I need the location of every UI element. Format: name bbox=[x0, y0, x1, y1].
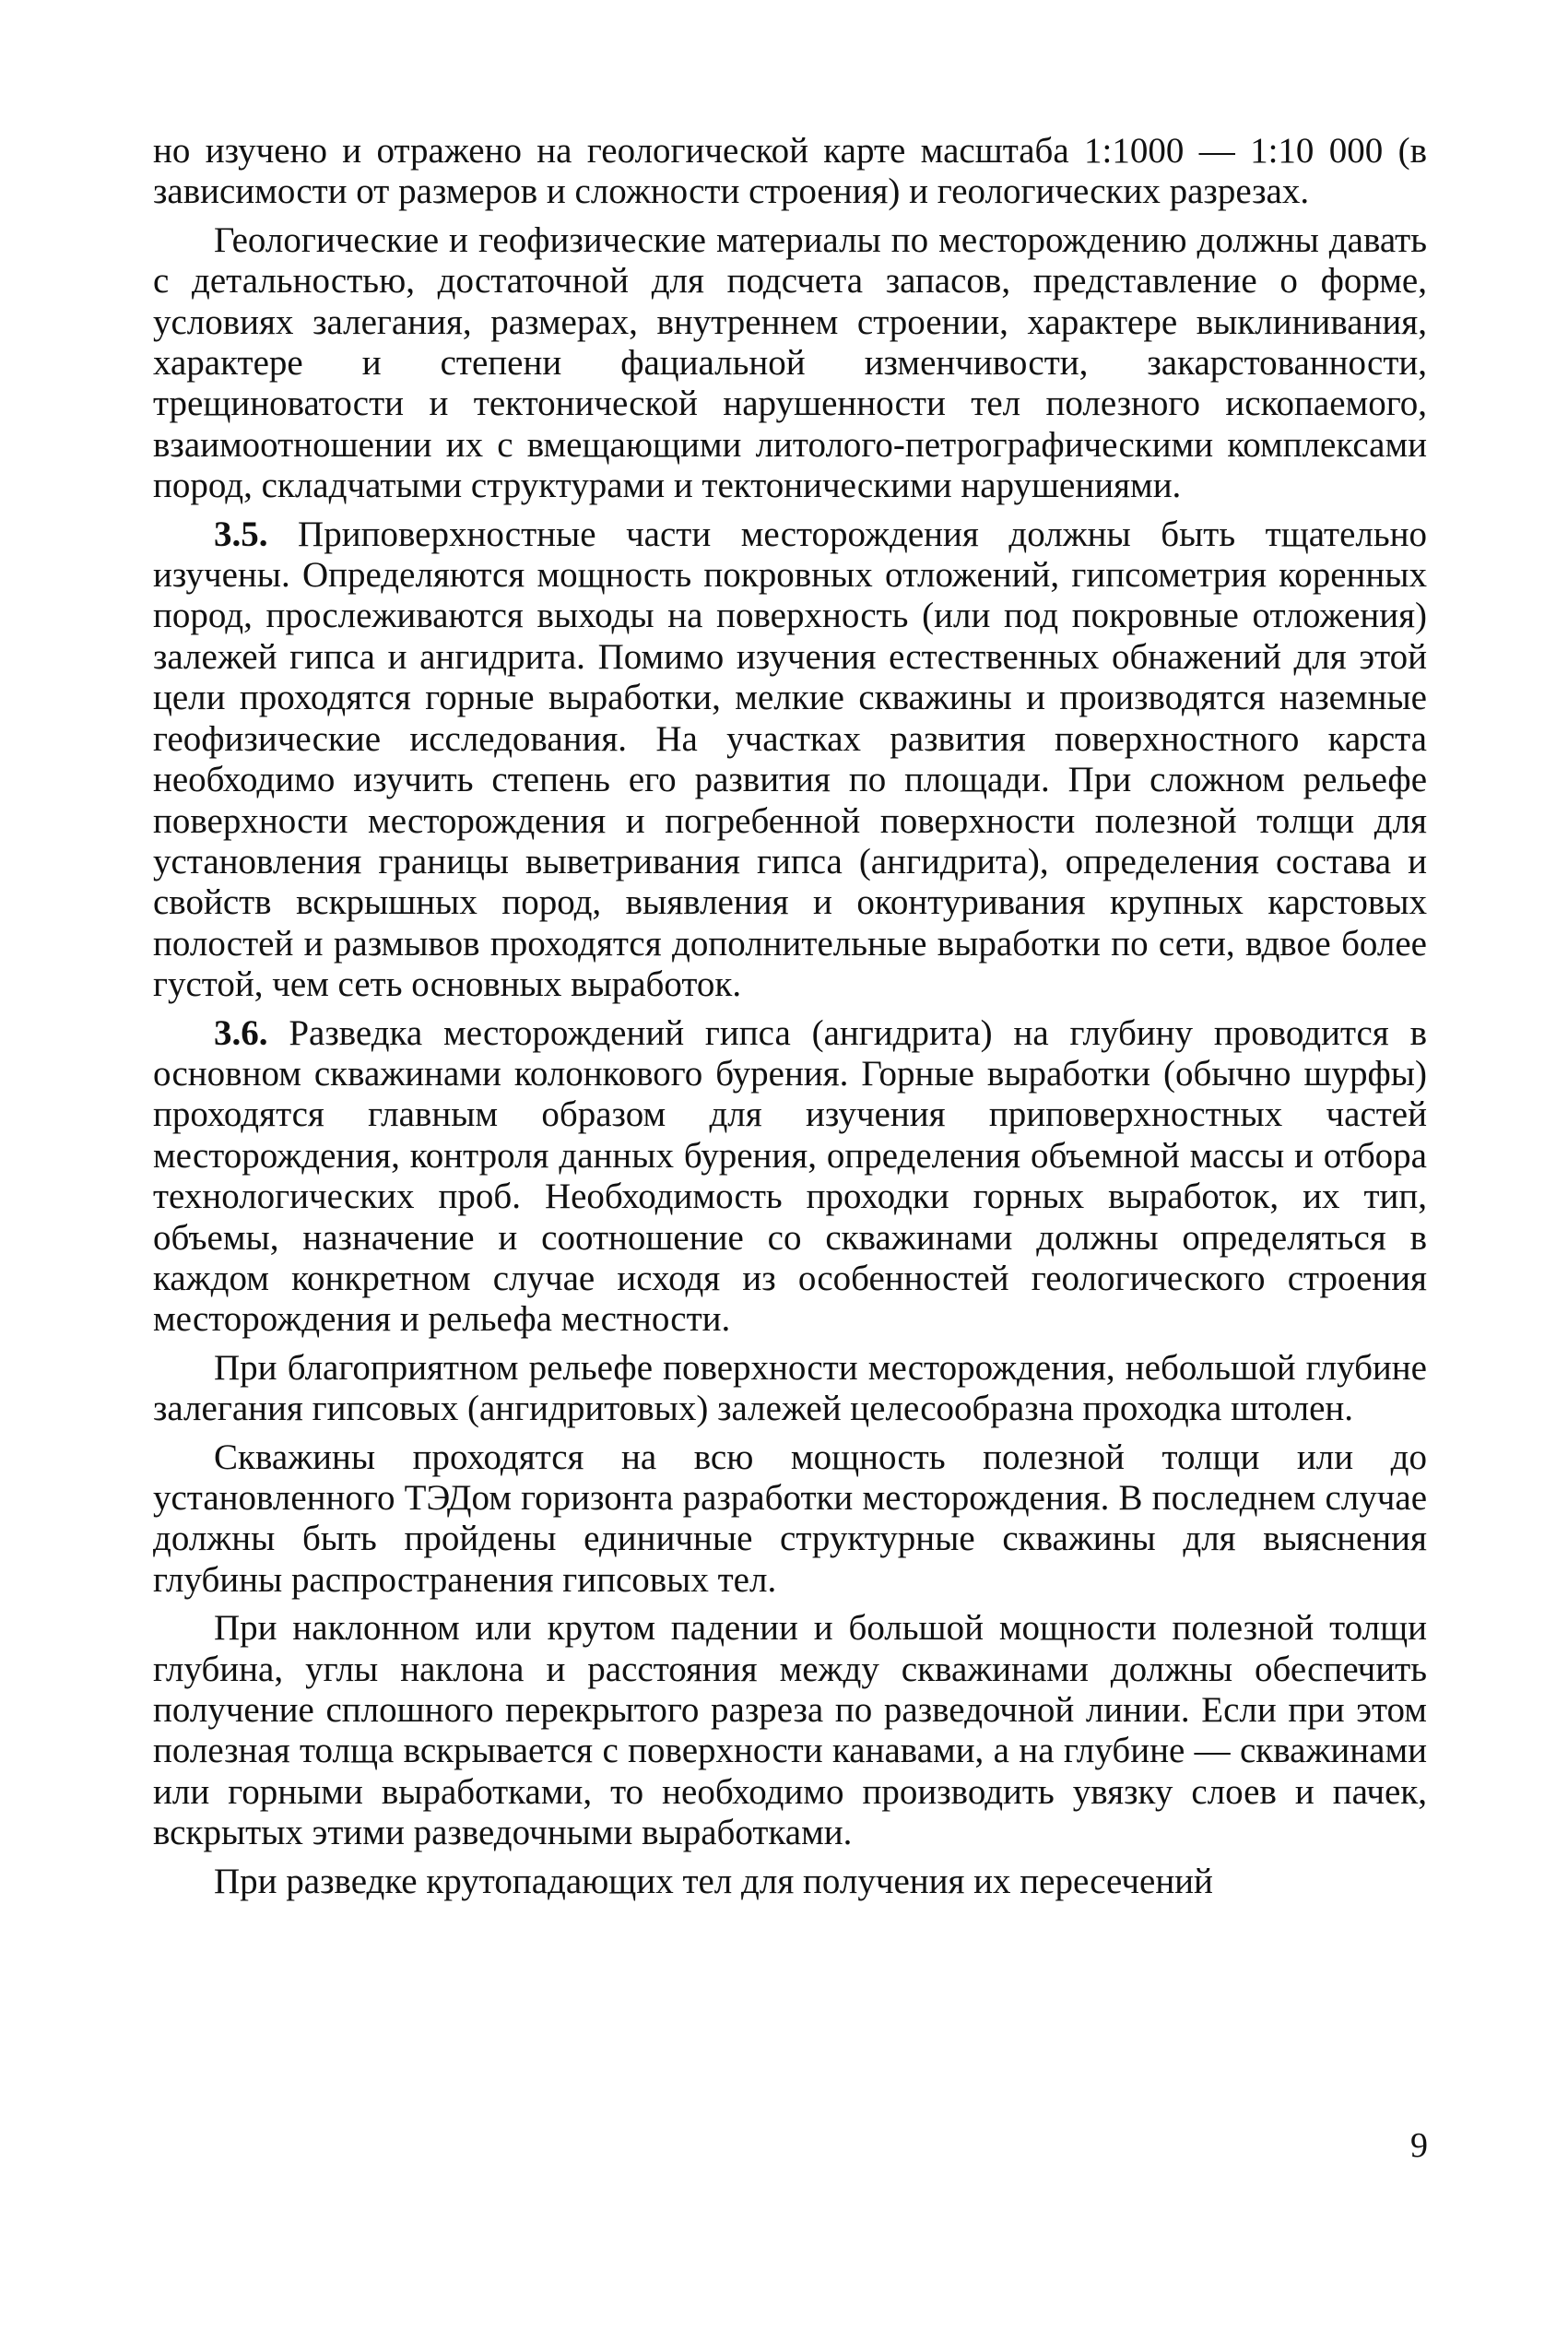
page-body bbox=[153, 131, 1427, 1902]
paragraph-boreholes bbox=[153, 1437, 1427, 1602]
paragraph-text: При разведке крутопадающих тел для получения их пересечений bbox=[214, 1861, 1213, 1901]
paragraph-continuation bbox=[153, 131, 1427, 213]
paragraph-text: При благоприятном рельефе поверхности месторождения, небольшой глубине залегания гипсовых (ангидритовых) залежей целесообразна проходка штолен. bbox=[153, 1347, 1427, 1429]
paragraph-text: Геологические и геофизические материалы по месторождению должны давать с детальностью, достаточной для подсчета запасов, представление о форме, условиях залегания, размерах, внутреннем строении, характере выклинивания, характере и степени фациальной изменчивости, закарстованности, трещиноватости и тектонической нарушенности тел полезного ископаемого, взаимоотношении их с вмещающими литолого-петрографическими комплексами пород, складчатыми структурами и тектоническими нарушениями. bbox=[153, 219, 1427, 506]
paragraph-text: Приповерхностные части месторождения должны быть тщательно изучены. Определяются мощность покровных отложений, гипсометрия коренных пород, прослеживаются выходы на поверхность (или под покровные отложения) залежей гипса и ангидрита. Помимо изучения естественных обнажений для этой цели проходятся горные выработки, мелкие скважины и производятся наземные геофизические исследования. На участках развития поверхностного карста необходимо изучить степень его развития по площади. При сложном рельефе поверхности месторождения и погребенной поверхности полезной толщи для установления границы выветривания гипса (ангидрита), определения состава и свойств вскрышных пород, выявления и оконтуривания крупных карстовых полостей и размывов проходятся дополнительные выработки по сети, вдвое более густой, чем сеть основных выработок. bbox=[153, 514, 1428, 1005]
page-number: 9 bbox=[1410, 2126, 1428, 2165]
paragraph-text: Скважины проходятся на всю мощность полезной толщи или до установленного ТЭДом горизонта разработки месторождения. В последнем случае должны быть пройдены единичные структурные скважины для выяснения глубины распространения гипсовых тел. bbox=[153, 1437, 1427, 1600]
paragraph-text: но изучено и отражено на геологической карте масштаба 1:1000 — 1:10 000 (в зависимости от размеров и сложности строения) и геологических разрезах. bbox=[153, 131, 1427, 212]
paragraph-geological-materials bbox=[153, 220, 1427, 507]
paragraph-text: Разведка месторождений гипса (ангидрита) на глубину проводится в основном скважинами колонкового бурения. Горные выработки (обычно шурфы) проходятся главным образом для изучения приповерхностных частей месторождения, контроля данных бурения, определения объемной массы и отбора технологических проб. Необходимость проходки горных выработок, их тип, объемы, назначение и соотношение со скважинами должны определяться в каждом конкретном случае исходя из особенностей геологического строения месторождения и рельефа местности. bbox=[153, 1012, 1427, 1340]
paragraph-adits bbox=[153, 1348, 1427, 1430]
paragraph-text: При наклонном или крутом падении и большой мощности полезной толщи глубина, углы наклона и расстояния между скважинами должны обеспечить получение сплошного перекрытого разреза по разведочной линии. Если при этом полезная толща вскрывается с поверхности канавами, а на глубине — скважинами или горными выработками, то необходимо производить увязку слоев и пачек, вскрытых этими разведочными выработками. bbox=[153, 1608, 1427, 1853]
section-number: 3.5. bbox=[214, 514, 268, 554]
paragraph-steep-bodies bbox=[153, 1862, 1427, 1902]
section-number: 3.6. bbox=[214, 1012, 268, 1053]
paragraph-steep-dip bbox=[153, 1608, 1427, 1853]
paragraph-section-3-5 bbox=[153, 514, 1427, 1006]
paragraph-section-3-6 bbox=[153, 1013, 1427, 1341]
